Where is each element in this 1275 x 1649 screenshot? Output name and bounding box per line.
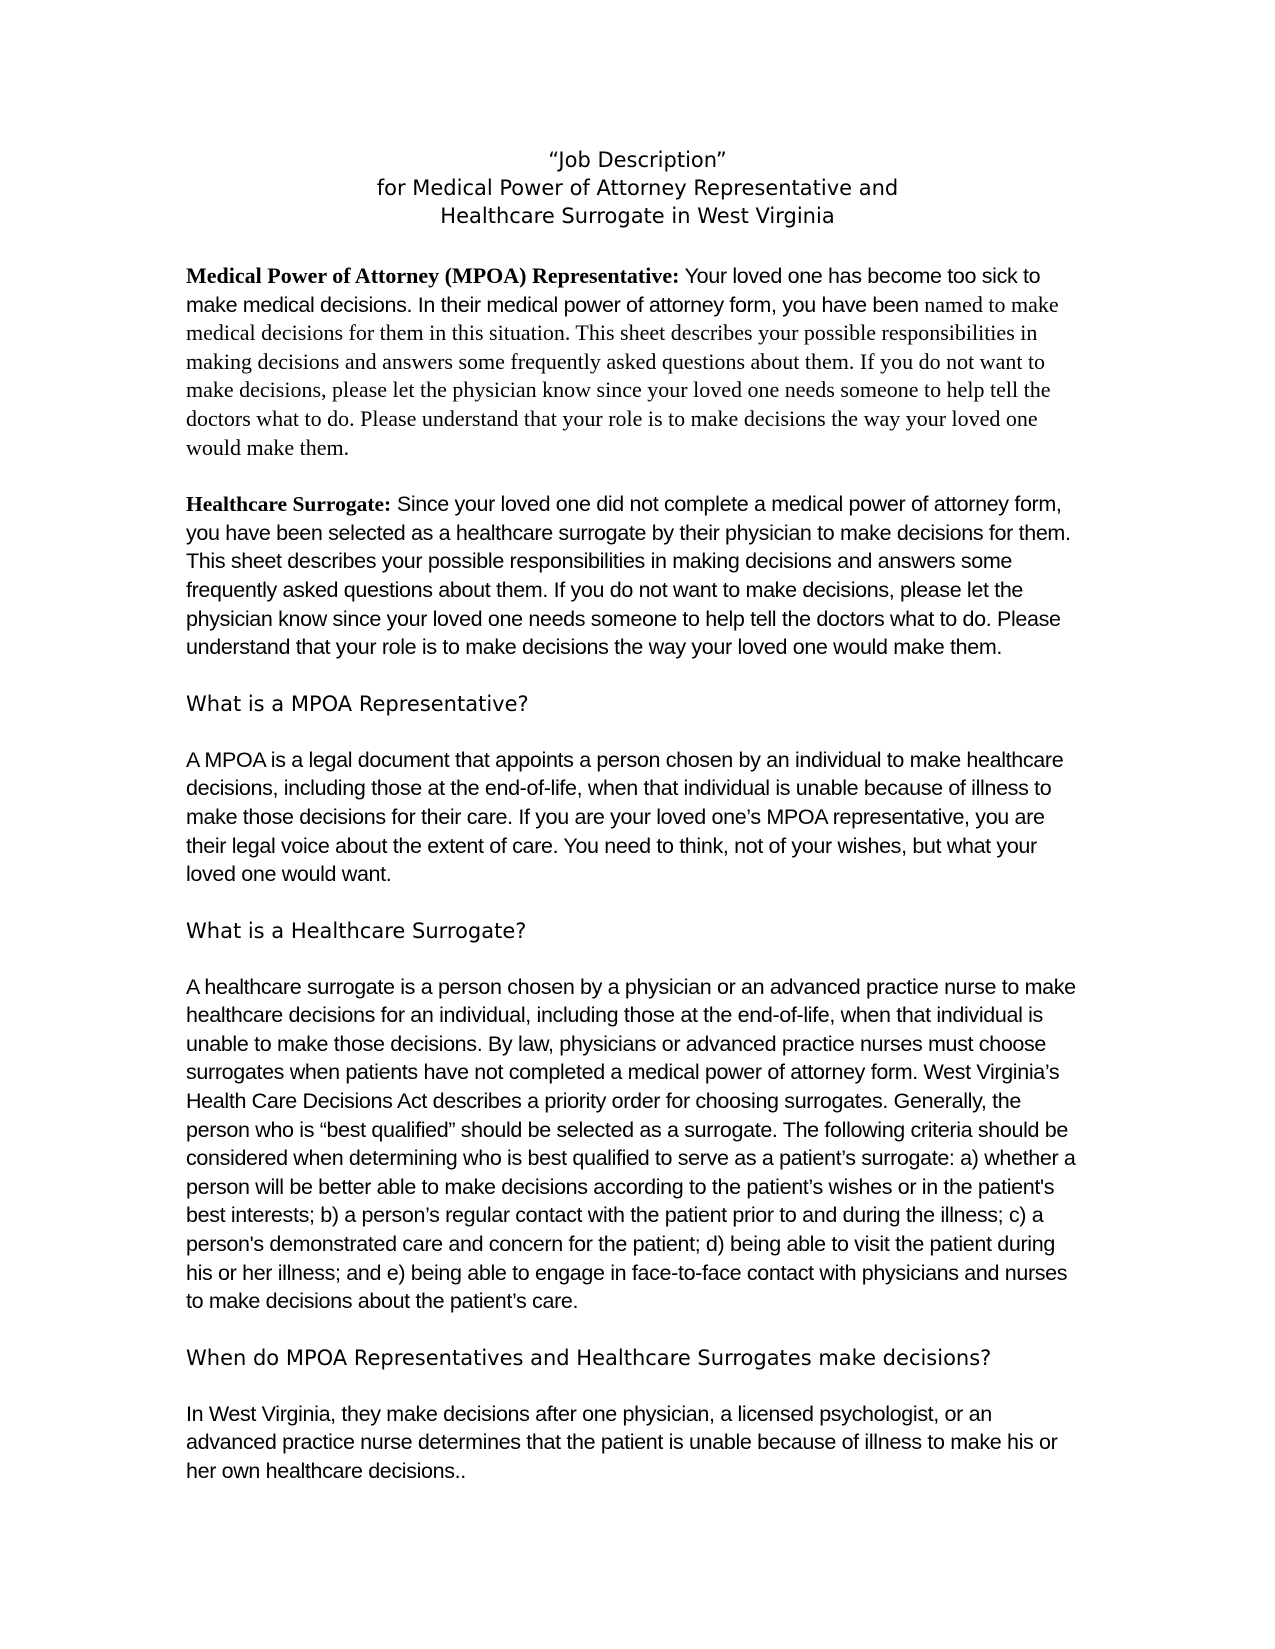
- section-body-surrogate: A healthcare surrogate is a person chosen by a physician or an advanced practice nurse to make healthcare decisions for an individual, including those at the end-of-life, when that individual is unable to make those decisions. By law, physicians or advanced practice nurses must choose surrogates when patients have not completed a medical power of attorney form. West Virginia’s Health Care Decisions Act describes a priority order for choosing surrogates. Generally, the person who is “best qualified” should be selected as a surrogate. The following criteria should be considered when determining who is best qualified to serve as a patient’s surrogate: a) whether a person will be better able to make decisions according to the patient’s wishes or in the patient's best interests; b) a person’s regular contact with the patient prior to and during the illness; c) a person's demonstrated care and concern for the patient; d) being able to visit the patient during his or her illness; and e) being able to engage in face-to-face contact with physicians and nurses to make decisions about the patient’s care.: [186, 974, 1076, 1314]
- mpoa-intro-label: Medical Power of Attorney (MPOA) Representative:: [186, 263, 680, 288]
- surrogate-intro-paragraph: [186, 490, 1086, 662]
- title-line-2: for Medical Power of Attorney Representative and: [376, 176, 899, 200]
- mpoa-intro-serif-text: named to make medical decisions for them in this situation. This sheet describes your possible responsibilities in making decisions and answers some frequently asked questions about them. If you do not want to make decisions, please let the physician know since your loved one needs someone to help tell the doctors what to do. Please understand that your role is to make decisions the way your loved one would make them.: [186, 291, 1059, 460]
- section-body-when: In West Virginia, they make decisions after one physician, a licensed psychologist, or an advanced practice nurse determines that the patient is unable because of illness to make his or her own healthcare decisions..: [186, 1401, 1058, 1483]
- section-heading-when: When do MPOA Representatives and Healthcare Surrogates make decisions?: [186, 1345, 992, 1370]
- surrogate-intro-text: Since your loved one did not complete a medical power of attorney form, you have been selected as a healthcare surrogate by their physician to make decisions for them. This sheet describes your possible responsibilities in making decisions and answers some frequently asked questions about them. If you do not want to make decisions, please let the physician know since your loved one needs someone to help tell the doctors what to do. Please understand that your role is to make decisions the way your loved one would make them.: [186, 492, 1071, 660]
- title-line-3: Healthcare Surrogate in West Virginia: [440, 204, 835, 228]
- section-heading-mpoa: What is a MPOA Representative?: [186, 691, 529, 716]
- title-line-1: “Job Description”: [548, 148, 727, 172]
- mpoa-intro-sans-text: Your loved one has become too sick to make medical decisions. In their medical power of attorney form, you have been: [186, 264, 1041, 317]
- surrogate-intro-label: Healthcare Surrogate:: [186, 492, 392, 517]
- section-body-mpoa: A MPOA is a legal document that appoints a person chosen by an individual to make healthcare decisions, including those at the end-of-life, when that individual is unable because of illness to make those decisions for their care. If you are your loved one’s MPOA representative, you are their legal voice about the extent of care. You need to think, not of your wishes, but what your loved one would want.: [186, 747, 1064, 887]
- mpoa-intro-paragraph: [186, 262, 1086, 462]
- section-heading-surrogate: What is a Healthcare Surrogate?: [186, 918, 527, 943]
- document-body: [186, 262, 1086, 1486]
- document-title: [0, 146, 1275, 230]
